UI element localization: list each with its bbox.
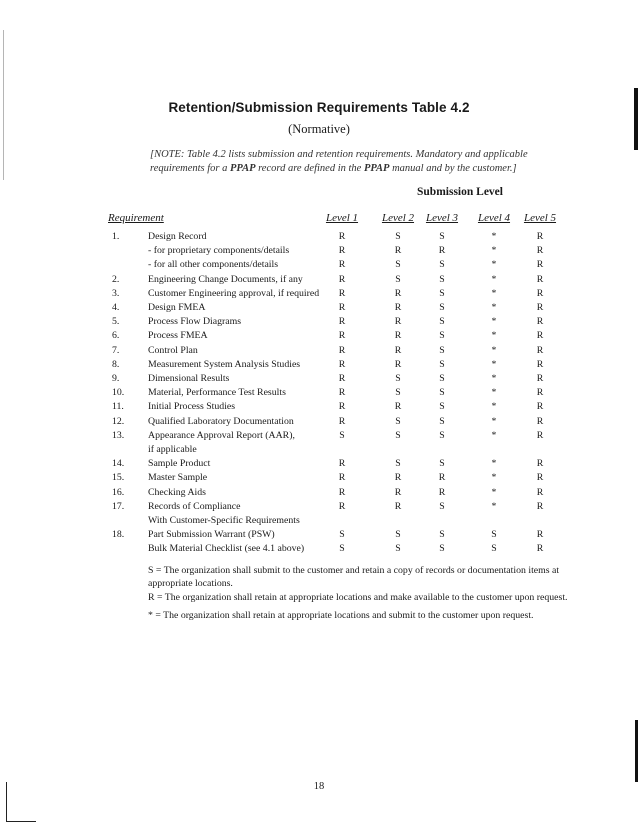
level-2-cell: S — [395, 259, 401, 271]
level-5-cell: R — [536, 344, 544, 356]
table-row — [0, 401, 638, 415]
level-3-cell: S — [439, 401, 445, 413]
level-1-cell: R — [338, 245, 346, 257]
level-3-cell: S — [439, 529, 445, 541]
level-5-cell: R — [536, 259, 544, 271]
row-number: 10. — [112, 387, 125, 399]
level-3-cell: R — [438, 472, 446, 484]
level-2-cell: S — [395, 373, 401, 384]
row-number: 9. — [112, 373, 120, 384]
level-3-cell: S — [439, 302, 445, 313]
level-4-cell: * — [491, 302, 497, 313]
row-number: 4. — [112, 302, 120, 313]
table-row — [0, 472, 638, 486]
submission-level-heading: Submission Level — [417, 186, 503, 198]
note-ppap: PPAP — [230, 163, 256, 174]
level-4-cell: * — [491, 415, 497, 427]
level-3-cell: S — [439, 287, 445, 299]
level-3-cell: S — [439, 543, 445, 555]
level-3-cell: S — [439, 373, 445, 384]
level-5-header: Level 5 — [523, 212, 557, 224]
note-paragraph — [150, 148, 550, 176]
level-2-cell: S — [395, 543, 401, 555]
table-row — [0, 444, 638, 458]
level-4-cell: * — [491, 472, 497, 484]
level-3-cell: S — [439, 259, 445, 271]
level-2-cell: R — [394, 486, 402, 498]
requirement-text: Master Sample — [148, 472, 208, 484]
row-number: 16. — [112, 486, 125, 498]
level-4-cell: * — [491, 401, 497, 413]
row-number: 18. — [112, 529, 125, 541]
requirement-text: Part Submission Warrant (PSW) — [148, 529, 275, 541]
requirement-text: Process FMEA — [148, 330, 208, 342]
level-5-cell: R — [536, 458, 544, 470]
table-row — [0, 302, 638, 316]
table-row — [0, 430, 638, 444]
level-2-cell: R — [394, 472, 402, 484]
level-4-cell: * — [491, 429, 497, 441]
level-5-cell: R — [536, 429, 544, 441]
row-number: 1. — [112, 231, 120, 242]
level-5-cell: R — [536, 373, 544, 384]
level-1-cell: S — [339, 529, 345, 541]
level-1-cell: R — [338, 287, 346, 299]
table-row — [0, 543, 638, 557]
table-row — [0, 316, 638, 330]
table-row — [0, 387, 638, 401]
requirement-text: Process Flow Diagrams — [148, 316, 242, 328]
level-1-cell: R — [338, 231, 346, 242]
level-5-cell: R — [536, 472, 544, 484]
level-4-cell: S — [491, 543, 497, 555]
level-2-cell: S — [395, 429, 401, 441]
level-5-cell: R — [536, 273, 544, 285]
note-text: manual and by the customer.] — [389, 163, 517, 174]
requirement-text: Qualified Laboratory Documentation — [148, 415, 294, 427]
requirement-text: Records of Compliance — [148, 500, 241, 512]
requirement-text: With Customer-Specific Requirements — [148, 515, 300, 526]
requirement-text: Bulk Material Checklist (see 4.1 above) — [148, 543, 305, 555]
level-1-cell: R — [338, 273, 346, 285]
level-5-cell: R — [536, 486, 544, 498]
level-1-cell: R — [338, 486, 346, 498]
level-4-cell: * — [491, 273, 497, 285]
level-5-cell: R — [536, 401, 544, 413]
level-3-cell: S — [439, 358, 445, 370]
level-3-header: Level 3 — [425, 212, 459, 224]
note-ppap: PPAP — [363, 163, 390, 174]
row-number: 7. — [112, 344, 120, 356]
level-4-cell: * — [491, 231, 497, 242]
requirement-text: - for proprietary components/details — [148, 245, 290, 257]
row-number: 11. — [112, 401, 124, 413]
level-4-cell: * — [491, 500, 497, 512]
row-number: 6. — [112, 330, 120, 342]
level-5-cell: R — [536, 302, 544, 313]
level-4-cell: * — [491, 373, 497, 384]
level-1-cell: R — [338, 458, 346, 470]
requirement-text: Measurement System Analysis Studies — [148, 358, 301, 370]
scan-edge-mark — [634, 88, 638, 150]
level-4-cell: * — [491, 245, 497, 257]
level-3-cell: R — [438, 245, 446, 257]
requirement-text: Control Plan — [148, 344, 198, 356]
requirement-text: Sample Product — [148, 458, 211, 470]
requirement-text: - for all other components/details — [148, 259, 279, 271]
requirement-text: Dimensional Results — [148, 373, 230, 384]
level-5-cell: R — [536, 245, 544, 257]
level-5-cell: R — [536, 387, 544, 399]
level-1-cell: R — [338, 330, 346, 342]
level-4-cell: * — [491, 358, 497, 370]
level-2-cell: R — [394, 500, 402, 512]
table-row — [0, 359, 638, 373]
level-3-cell: S — [439, 344, 445, 356]
level-1-cell: R — [338, 472, 346, 484]
level-2-cell: S — [395, 529, 401, 541]
requirement-header: Requirement — [108, 212, 164, 224]
table-row — [0, 501, 638, 515]
level-5-cell: R — [536, 330, 544, 342]
level-5-cell: R — [536, 358, 544, 370]
table-row — [0, 245, 638, 259]
level-5-cell: R — [536, 415, 544, 427]
level-3-cell: S — [439, 429, 445, 441]
table-row — [0, 416, 638, 430]
level-2-cell: R — [394, 344, 402, 356]
level-4-cell: * — [491, 486, 497, 498]
level-1-cell: S — [339, 543, 345, 555]
table-row — [0, 373, 638, 387]
legend-star: * = The organization shall retain at appropriate locations and submit to the customer upon request. — [148, 610, 534, 621]
row-number: 13. — [112, 429, 125, 441]
level-4-cell: S — [491, 529, 497, 541]
level-3-cell: S — [439, 231, 445, 242]
level-4-header: Level 4 — [477, 212, 511, 224]
scan-corner-mark — [6, 821, 36, 822]
level-1-cell: R — [338, 500, 346, 512]
table-row — [0, 274, 638, 288]
level-2-cell: R — [394, 330, 402, 342]
requirement-text: Material, Performance Test Results — [148, 387, 286, 399]
level-3-cell: S — [439, 316, 445, 328]
note-text: [NOTE: Table 4.2 lists submission and retention requirements. Mandatory and applicable requirements for a — [150, 149, 528, 174]
page-subtitle: (Normative) — [288, 122, 350, 136]
level-2-cell: R — [394, 245, 402, 257]
level-5-cell: R — [536, 287, 544, 299]
level-1-cell: R — [338, 302, 346, 313]
note-text: record are defined in the — [255, 163, 364, 174]
level-2-cell: R — [394, 358, 402, 370]
row-number: 5. — [112, 316, 120, 328]
level-3-cell: S — [439, 458, 445, 470]
table-row — [0, 259, 638, 273]
level-5-cell: R — [536, 543, 544, 555]
level-1-cell: R — [338, 344, 346, 356]
level-2-cell: R — [394, 401, 402, 413]
level-4-cell: * — [491, 316, 497, 328]
row-number: 15. — [112, 472, 125, 484]
level-4-cell: * — [491, 259, 497, 271]
requirement-text: Design Record — [148, 231, 207, 242]
level-3-cell: S — [439, 330, 445, 342]
row-number: 17. — [112, 500, 125, 512]
level-2-cell: S — [395, 231, 401, 242]
legend-s: S = The organization shall submit to the customer and retain a copy of records or documentation items at appropriate locations. — [148, 565, 560, 589]
level-5-cell: R — [536, 500, 544, 512]
level-2-cell: R — [394, 302, 402, 313]
row-number: 12. — [112, 415, 125, 427]
level-2-cell: S — [395, 458, 401, 470]
level-3-cell: S — [439, 387, 445, 399]
level-2-cell: R — [394, 287, 402, 299]
legend-r: R = The organization shall retain at appropriate locations and make available to the customer upon request. — [148, 592, 568, 603]
table-row — [0, 529, 638, 543]
row-number: 8. — [112, 358, 120, 370]
requirement-text: Design FMEA — [148, 302, 206, 313]
level-1-header: Level 1 — [325, 212, 359, 224]
requirement-text: Engineering Change Documents, if any — [148, 273, 303, 285]
level-1-cell: R — [338, 387, 346, 399]
table-row — [0, 288, 638, 302]
level-1-cell: R — [338, 259, 346, 271]
level-1-cell: R — [338, 401, 346, 413]
level-1-cell: R — [338, 316, 346, 328]
requirement-text: Initial Process Studies — [148, 401, 236, 413]
table-row — [0, 487, 638, 501]
level-1-cell: S — [339, 429, 345, 441]
table-row — [0, 330, 638, 344]
level-2-cell: S — [395, 273, 401, 285]
table-row — [0, 515, 638, 529]
page-number: 18 — [313, 781, 325, 792]
level-3-cell: S — [439, 273, 445, 285]
table-row — [0, 345, 638, 359]
level-4-cell: * — [491, 287, 497, 299]
level-1-cell: R — [338, 415, 346, 427]
level-2-header: Level 2 — [381, 212, 415, 224]
level-3-cell: S — [439, 415, 445, 427]
level-5-cell: R — [536, 316, 544, 328]
level-4-cell: * — [491, 344, 497, 356]
row-number: 3. — [112, 287, 120, 299]
level-2-cell: R — [394, 316, 402, 328]
level-4-cell: * — [491, 330, 497, 342]
table-row — [0, 231, 638, 245]
requirement-text: Checking Aids — [148, 486, 206, 498]
level-2-cell: S — [395, 387, 401, 399]
row-number: 14. — [112, 458, 125, 470]
table-row — [0, 458, 638, 472]
row-number: 2. — [112, 273, 120, 285]
level-3-cell: S — [439, 500, 445, 512]
requirement-text: Appearance Approval Report (AAR), — [148, 429, 295, 441]
requirement-text: if applicable — [148, 444, 197, 455]
level-5-cell: R — [536, 529, 544, 541]
level-1-cell: R — [338, 373, 346, 384]
level-4-cell: * — [491, 387, 497, 399]
level-3-cell: R — [438, 486, 446, 498]
level-4-cell: * — [491, 458, 497, 470]
level-2-cell: S — [395, 415, 401, 427]
level-1-cell: R — [338, 358, 346, 370]
page-title: Retention/Submission Requirements Table 4.2 — [168, 100, 470, 115]
requirement-text: Customer Engineering approval, if required — [148, 287, 320, 299]
level-5-cell: R — [536, 231, 544, 242]
